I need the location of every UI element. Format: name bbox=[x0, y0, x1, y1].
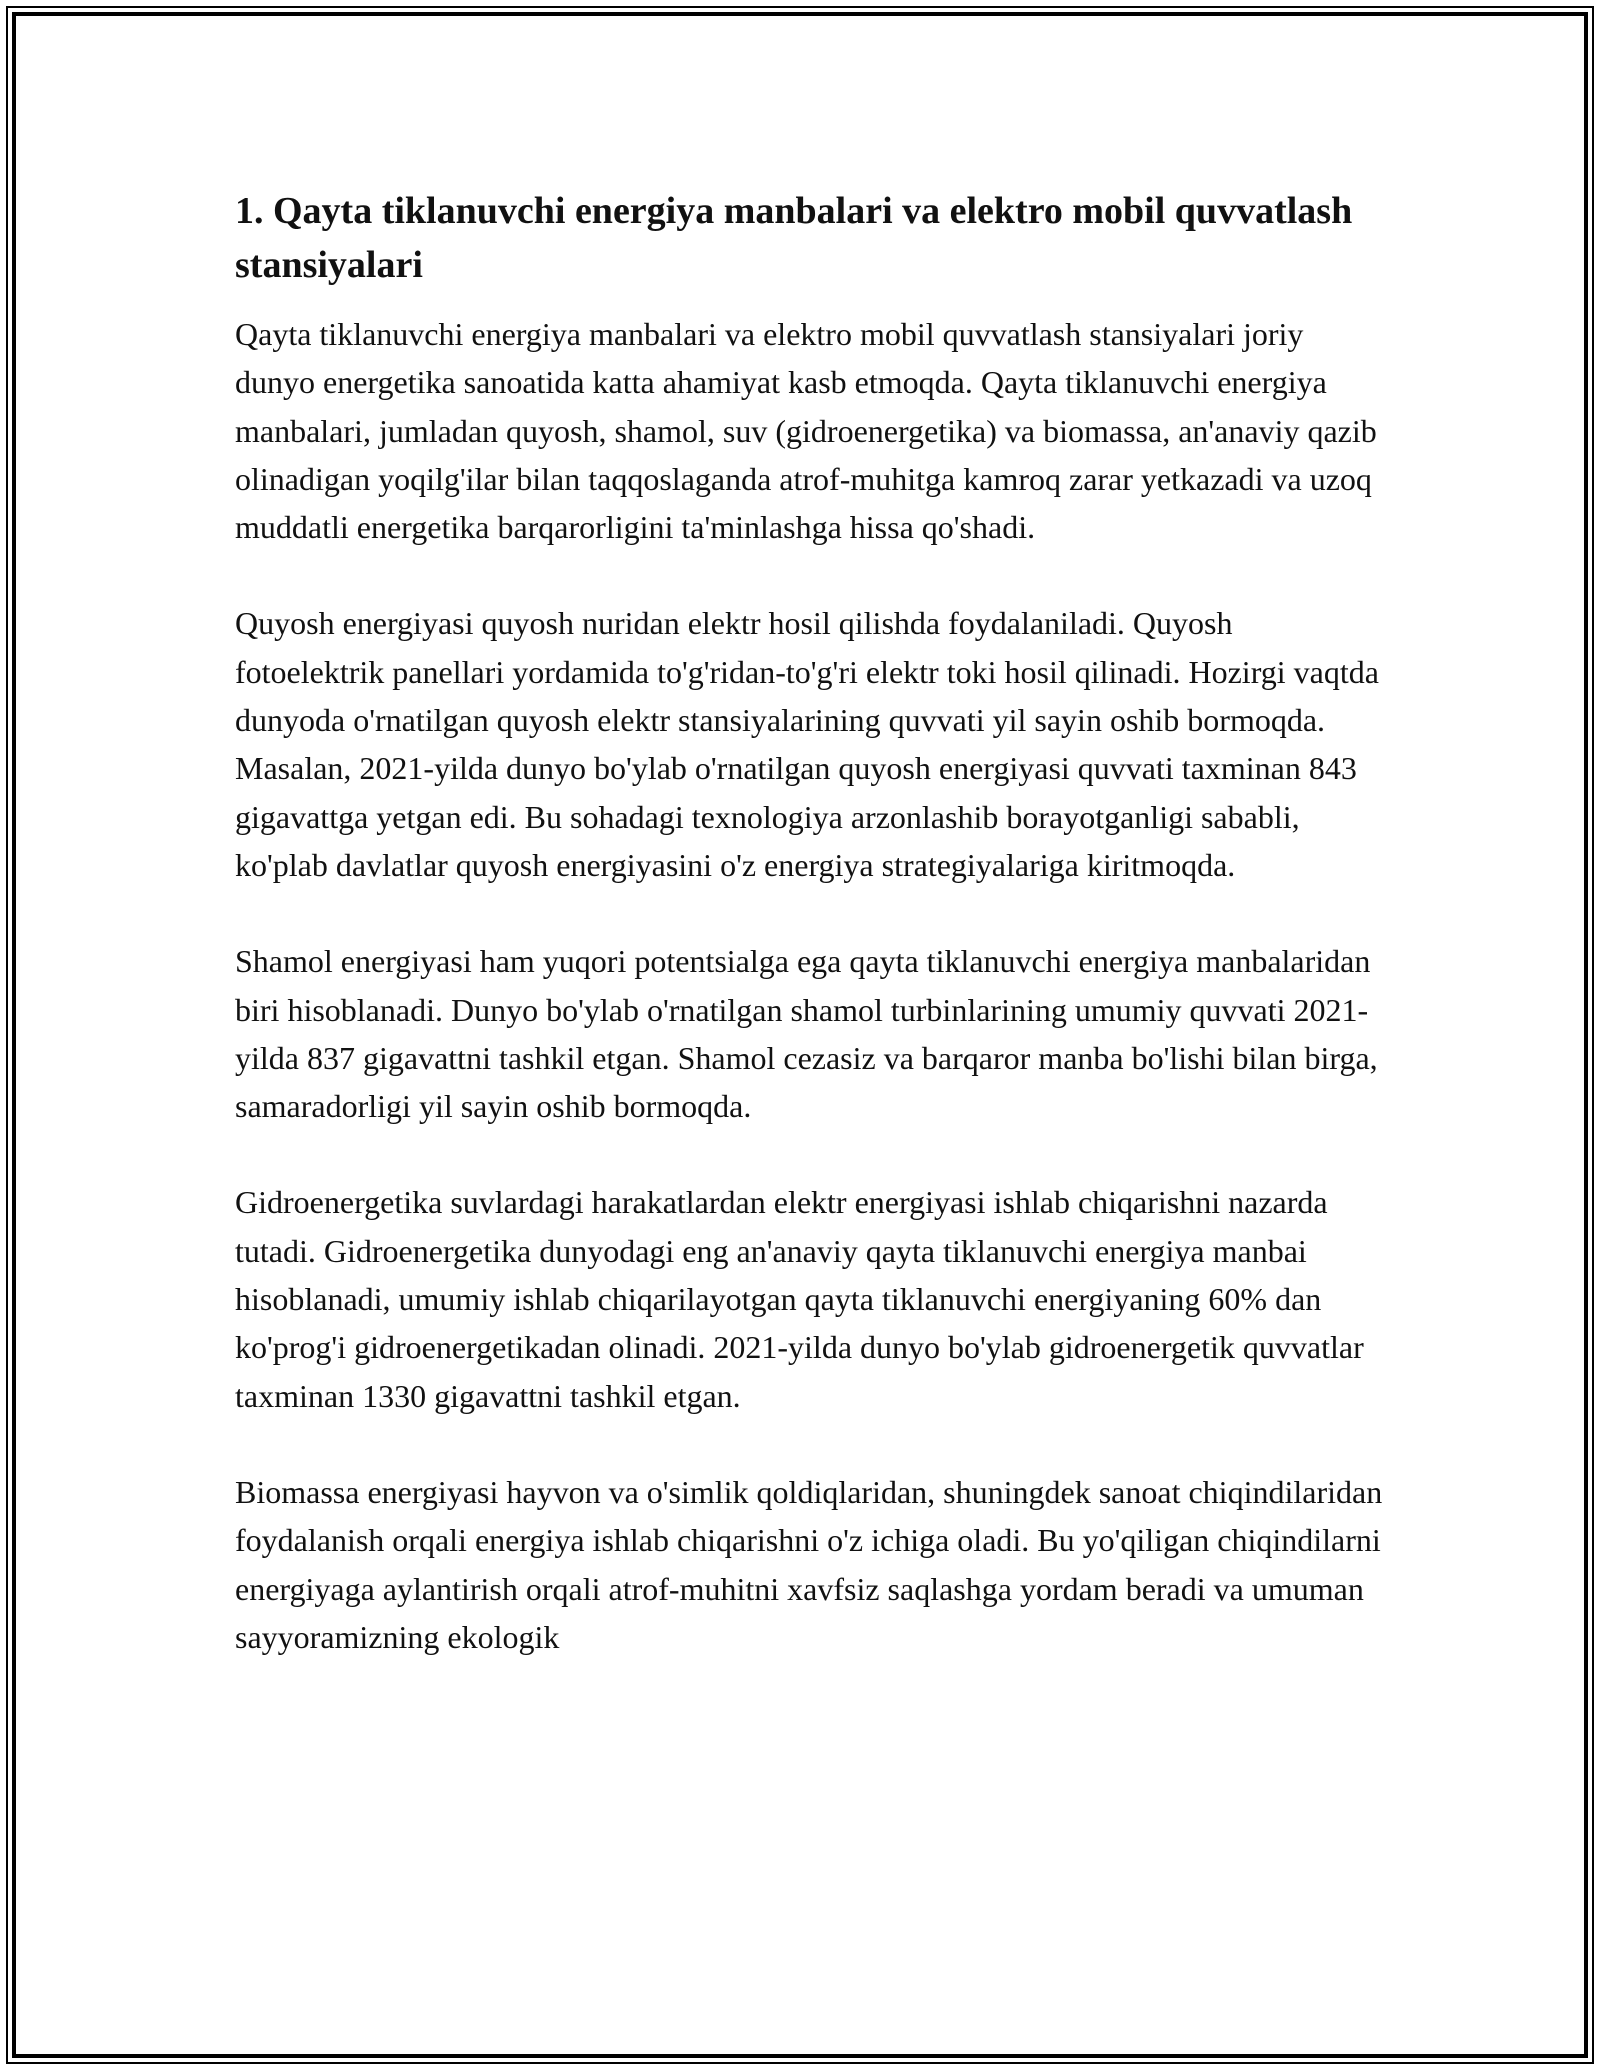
paragraph-wind-energy: Shamol energiyasi ham yuqori potentsialga ega qayta tiklanuvchi energiya manbalaridan biri hisoblanadi. Dunyo bo'ylab o'rnatilgan shamol turbinlarining umumiy quvvati 2021-yilda 837 gigavattni tashkil etgan. Shamol cezasiz va barqaror manba bo'lishi bilan birga, samaradorligi yil sayin oshib bormoqda. bbox=[235, 943, 1378, 1125]
paragraph-hydro-energy: Gidroenergetika suvlardagi harakatlardan elektr energiyasi ishlab chiqarishni nazarda tutadi. Gidroenergetika dunyodagi eng an'anaviy qayta tiklanuvchi energiya manbai hisoblanadi, umumiy ishlab chiqarilayotgan qayta tiklanuvchi energiyaning 60% dan ko'prog'i gidroenergetikadan olinadi. 2021-yilda dunyo bo'ylab gidroenergetik quvvatlar taxminan 1330 gigavattni tashkil etgan. bbox=[235, 1184, 1364, 1414]
document-body bbox=[235, 184, 1385, 1661]
section-heading: 1. Qayta tiklanuvchi energiya manbalari va elektro mobil quvvatlash stansiyalari bbox=[235, 190, 1353, 286]
paragraph-biomass-energy: Biomassa energiyasi hayvon va o'simlik qoldiqlaridan, shuningdek sanoat chiqindilaridan foydalanish orqali energiya ishlab chiqarishni o'z ichiga oladi. Bu yo'qiligan chiqindilarni energiyaga aylantirish orqali atrof-muhitni xavfsiz saqlashga yordam beradi va umuman sayyoramizning ekologik bbox=[235, 1473, 1383, 1655]
paragraph-solar-energy: Quyosh energiyasi quyosh nuridan elektr hosil qilishda foydalaniladi. Quyosh fotoelektrik panellari yordamida to'g'ridan-to'g'ri elektr toki hosil qilinadi. Hozirgi vaqtda dunyoda o'rnatilgan quyosh elektr stansiyalarining quvvati yil sayin oshib bormoqda. Masalan, 2021-yilda dunyo bo'ylab o'rnatilgan quyosh energiyasi quvvati taxminan 843 gigavattga yetgan edi. Bu sohadagi texnologiya arzonlashib borayotganligi sababli, ko'plab davlatlar quyosh energiyasini o'z energiya strategiyalariga kiritmoqda. bbox=[235, 605, 1379, 883]
paragraph-intro: Qayta tiklanuvchi energiya manbalari va elektro mobil quvvatlash stansiyalari joriy dunyo energetika sanoatida katta ahamiyat kasb etmoqda. Qayta tiklanuvchi energiya manbalari, jumladan quyosh, shamol, suv (gidroenergetika) va biomassa, an'anaviy qazib olinadigan yoqilg'ilar bilan taqqoslaganda atrof-muhitga kamroq zarar yetkazadi va uzoq muddatli energetika barqarorligini ta'minlashga hissa qo'shadi. bbox=[235, 316, 1377, 546]
